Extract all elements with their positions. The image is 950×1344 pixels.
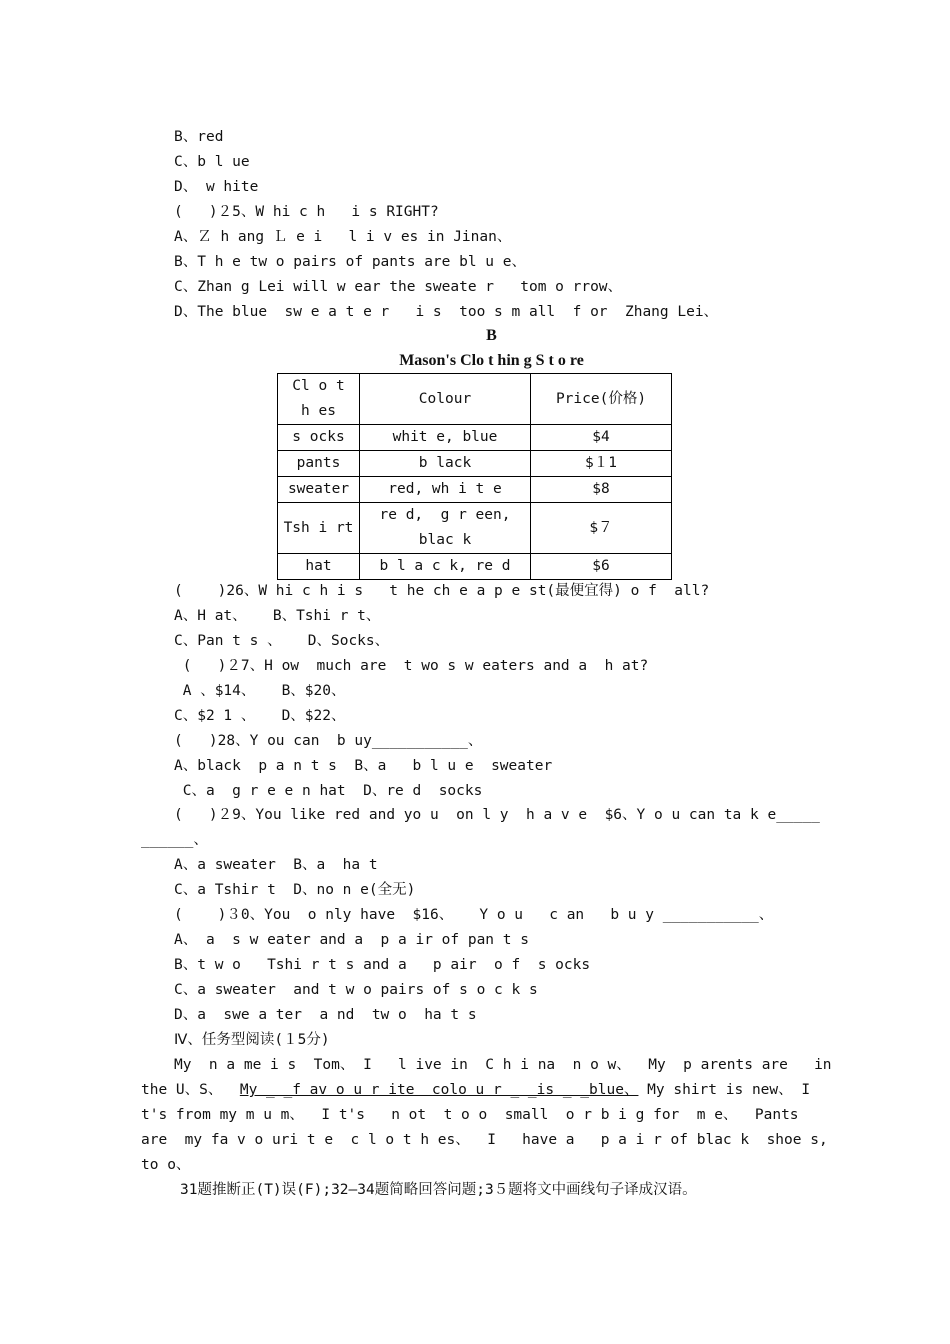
option-line: A、Ｚ h ang Ｌ e i l i v es in Jinan、 xyxy=(174,229,512,245)
question-28: ( )28、Y ou can b uy___________、 xyxy=(174,733,483,749)
cell-price: $4 xyxy=(531,425,672,451)
cell-item: s ocks xyxy=(278,425,360,451)
table-row xyxy=(278,477,672,503)
reading-paragraph-line xyxy=(141,1081,810,1099)
option-line: A、a sweater B、a ha t xyxy=(174,857,378,873)
question-26: ( )26、W hi c h i s t he ch e a p e st(最便宜得) o f all? xyxy=(174,583,710,599)
cell-item: Tsh i rt xyxy=(278,503,360,554)
header-clothes: Cl o t h es xyxy=(278,374,360,425)
cell-price: $8 xyxy=(531,477,672,503)
paragraph-text: the U、S、 xyxy=(141,1082,240,1098)
cell-colour: whit e, blue xyxy=(360,425,531,451)
option-line: A、 a s w eater and a p a ir of pan t s xyxy=(174,932,529,948)
question-27: ( )２7、H ow much are t wo s w eaters and a h at? xyxy=(174,658,649,674)
cell-price: $6 xyxy=(531,554,672,580)
reading-paragraph-line: My n a me i s Tom、 I l ive in C h i na n o w、 My p arents are in xyxy=(174,1057,832,1073)
option-line: D、The blue sw e a t e r i s too s m all f or Zhang Lei、 xyxy=(174,304,719,320)
paragraph-text: My shirt is new、 I xyxy=(638,1082,811,1098)
cell-colour: b l a c k, re d xyxy=(360,554,531,580)
reading-paragraph-line: to o、 xyxy=(141,1157,191,1173)
header-price: Price(价格) xyxy=(531,374,672,425)
question-29: ( )２9、You like red and yo u on l y h a v e $6、Y o u can ta k e_____ xyxy=(174,807,820,823)
underlined-sentence: My _ _f av o u r ite colo u r _ _is _ _blue、 xyxy=(239,1082,639,1098)
cell-colour: b lack xyxy=(360,451,531,477)
option-line: B、T h e tw o pairs of pants are bl u e、 xyxy=(174,254,527,270)
table-row xyxy=(278,425,672,451)
option-line: C、Pan t s 、 D、Socks、 xyxy=(174,633,390,649)
option-line: C、a sweater and t w o pairs of s o c k s xyxy=(174,982,538,998)
option-line: C、$2 1 、 D、$22、 xyxy=(174,708,346,724)
section-b-label: B xyxy=(486,327,497,344)
reading-paragraph-line: t's from my m u m、 I t's n ot t o o small o r b i g for m e、 Pants xyxy=(141,1107,799,1123)
table-row xyxy=(278,554,672,580)
task-instructions: 31题推断正(T)误(F);32—34题简略回答问题;3５题将文中画线句子译成汉语。 xyxy=(180,1182,697,1198)
cell-item: pants xyxy=(278,451,360,477)
section-iv-heading: Ⅳ、任务型阅读(１5分) xyxy=(174,1032,330,1048)
option-line: D、 w hite xyxy=(174,179,259,195)
option-line: C、b l ue xyxy=(174,154,250,170)
table-row xyxy=(278,451,672,477)
question-25: ( )２5、W hi c h i s RIGHT? xyxy=(174,204,439,220)
reading-paragraph-line: are my fa v o uri t e c l o t h es、 I have a p a i r of blac k shoe s, xyxy=(141,1132,828,1148)
option-line: D、a swe a ter a nd tw o ha t s xyxy=(174,1007,477,1023)
clothing-price-table xyxy=(277,373,672,580)
cell-price: $１1 xyxy=(531,451,672,477)
option-line: A、H at、 B、Tshi r t、 xyxy=(174,608,381,624)
option-line: C、Zhan g Lei will w ear the sweate r tom o rrow、 xyxy=(174,279,623,295)
option-line: A 、$14、 B、$20、 xyxy=(174,683,346,699)
table-row xyxy=(278,503,672,554)
option-line: C、a Tshir t D、no n e(全无) xyxy=(174,882,416,898)
option-line: B、t w o Tshi r t s and a p air o f s ocks xyxy=(174,957,591,973)
cell-colour: re d, g r een, blac k xyxy=(360,503,531,554)
option-line: C、a g r e e n hat D、re d socks xyxy=(174,783,483,799)
cell-colour: red, wh i t e xyxy=(360,477,531,503)
cell-price: $７ xyxy=(531,503,672,554)
store-title: Mason's Clo t hin g S t o re xyxy=(399,352,584,369)
cell-item: sweater xyxy=(278,477,360,503)
cell-item: hat xyxy=(278,554,360,580)
option-line: A、black p a n t s B、a b l u e sweater xyxy=(174,758,553,774)
option-line: B、red xyxy=(174,129,224,145)
question-29-wrap: ______、 xyxy=(141,832,208,848)
question-30: ( )３0、You o nly have $16、 Y o u c an b u y ___________、 xyxy=(174,907,774,923)
header-colour: Colour xyxy=(360,374,531,425)
table-header-row xyxy=(278,374,672,425)
